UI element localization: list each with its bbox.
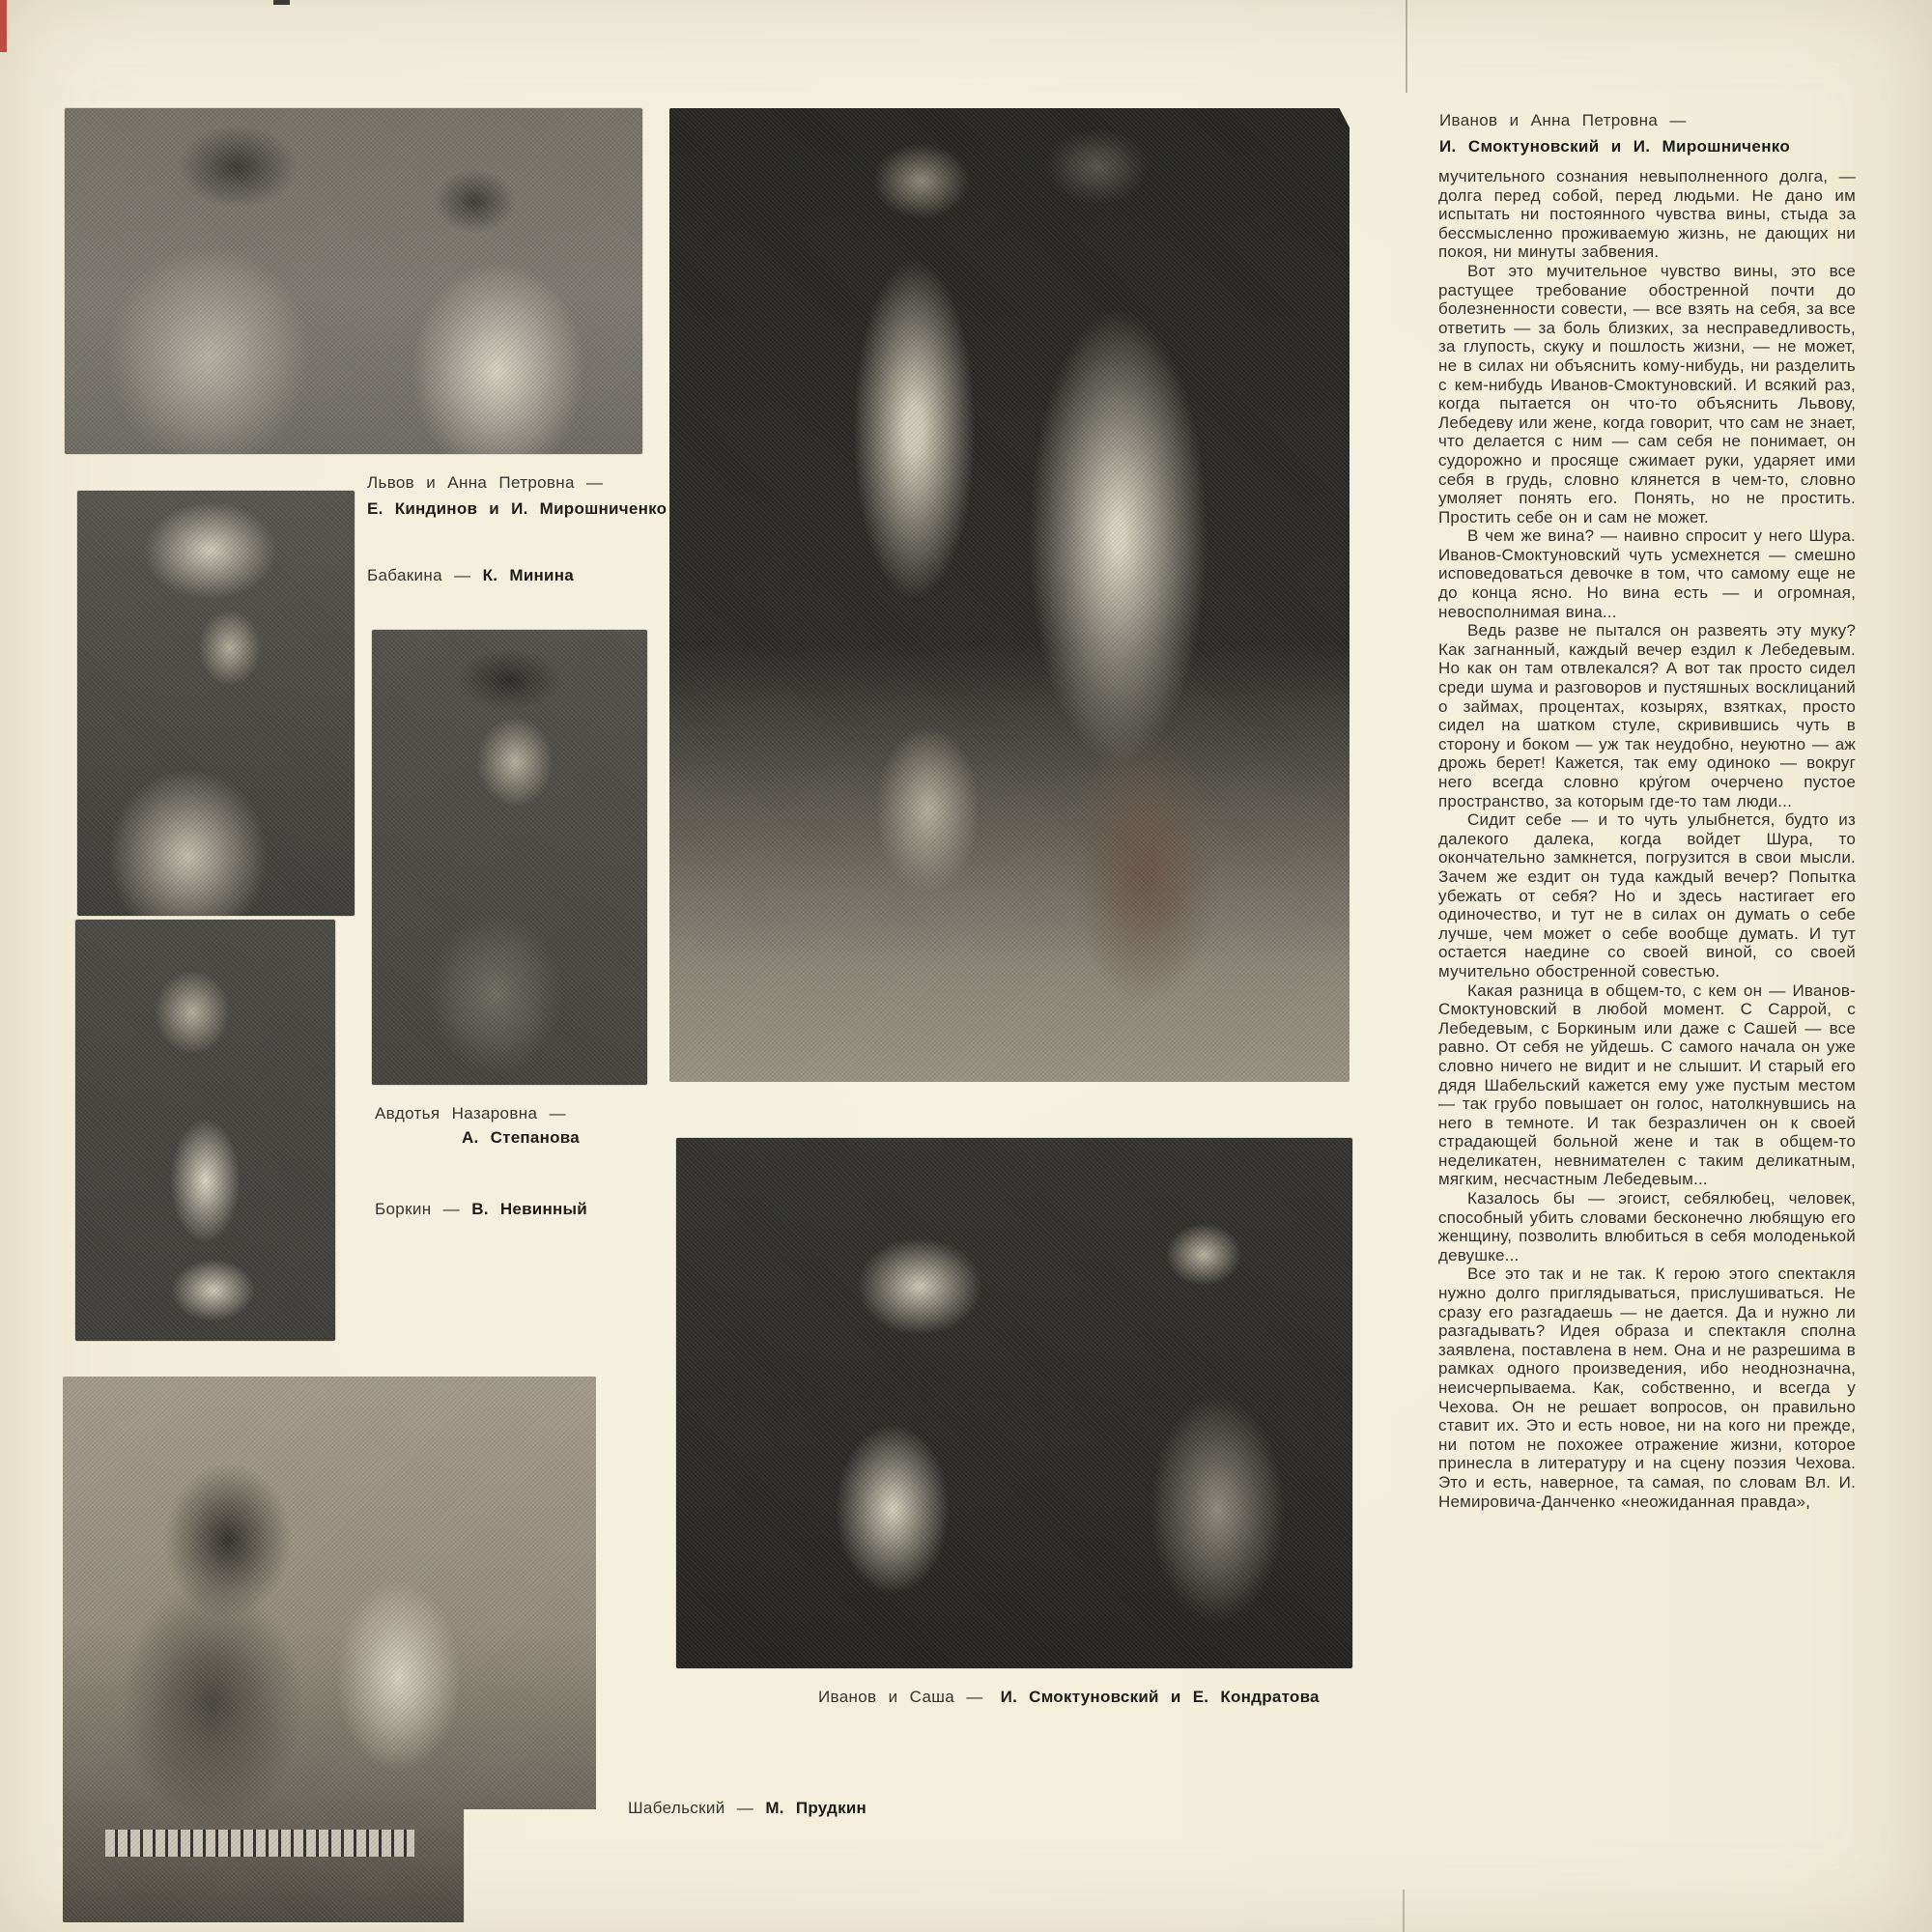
article-paragraph: Какая разница в общем-то, с кем он — Иванов-Смоктуновский в любой момент. С Саррой, с Лебедевым, с Боркиным или даже с Сашей — все равно. От себя не уйдешь. С самого начала он уже словно ничего не видит и не слышит. И старый его дядя Шабельский кажется ему уже пустым местом — так грубо повышает он голос, натолкнувшись на него в темноте. И так безразличен он к своей страдающей больной жене и так в общем-то неделикатен, невнимателен с таким деликатным, мягким, несчастным Лебедевым... [1438, 980, 1856, 1189]
photo-ivanov-and-sasha [676, 1138, 1352, 1668]
caption-role: Боркин — [375, 1200, 460, 1218]
caption-avdotya [375, 1101, 580, 1150]
caption-actors: И. Смоктуновский и И. Мирошниченко [1439, 137, 1791, 156]
caption-roles: Иванов и Саша — [818, 1688, 983, 1706]
photo-ivanov-and-anna-petrovna-with-cello [669, 108, 1350, 1082]
scan-red-mark [0, 0, 7, 52]
caption-role: Бабакина — [367, 566, 471, 584]
caption-babakina [367, 562, 574, 588]
caption-actors: Е. Киндинов и И. Мирошниченко [367, 499, 668, 518]
article-paragraph: мучительного сознания невыполненного долга, — долга перед собой, перед людьми. Не дано им испытать ни постоянного чувства вины, стыда за бессмысленно проживаемую жизнь, не дающих ни покоя, ни минуты забвения. [1438, 167, 1856, 262]
article-paragraph: Казалось бы — эгоист, себялюбец, человек, способный убить словами бесконечно любящую его женщину, позволить влюбиться в себя молоденькой девушке... [1438, 1189, 1856, 1264]
caption-ivanov-sasha [818, 1684, 1320, 1710]
caption-actors: И. Смоктуновский и Е. Кондратова [1000, 1688, 1320, 1706]
caption-lvov-anna [367, 469, 667, 522]
article-paragraph: Ведь разве не пытался он развеять эту муку? Как загнанный, каждый вечер ездил к Лебедевым. Но как он там отвлекался? А вот так просто сидел среди шума и разговоров и пустяшных восклицаний о займах, процентах, козырях, взятках, просто сидел на шатком стуле, скривившись чуть в сторону и боком — уж так неудобно, неуютно — аж дрожь берет! Кажется, так ему одиноко — вокруг него всегда словно кру́гом очерчено пустое пространство, за которым где-то там люди... [1438, 621, 1856, 810]
photo-lvov-and-anna-petrovna [65, 108, 642, 454]
photo-babakina [77, 491, 355, 916]
caption-actor: В. Невинный [471, 1200, 588, 1218]
caption-ivanov-anna-petrovna [1439, 107, 1857, 159]
page-crease-bottom [1403, 1889, 1405, 1932]
photo-avdotya-nazarovna [372, 630, 647, 1085]
caption-shabelsky [628, 1795, 867, 1821]
caption-actor: М. Прудкин [765, 1799, 867, 1817]
page-crease-top [1406, 0, 1407, 93]
piano-keys-detail [105, 1830, 414, 1857]
article-text-column [1438, 167, 1856, 1511]
caption-role: Шабельский — [628, 1799, 754, 1817]
photo-borkin [75, 920, 335, 1341]
caption-role: Авдотья Назаровна — [375, 1104, 566, 1122]
caption-roles: Львов и Анна Петровна — [367, 473, 604, 492]
caption-actor: К. Минина [482, 566, 574, 584]
article-paragraph: Сидит себе — и то чуть улыбнется, будто из далекого далека, когда войдет Шура, то окончательно замкнется, погрузится в свои мысли. Зачем же ездит он туда каждый вечер? Попытка убежать от себя? Но и здесь настигает его одиночество, и тут не в силах он думать о себе лучше, чем может о себе вообще думать. И тут остается наедине со своей виной, со своей мучительно обостренной совестью. [1438, 810, 1856, 980]
caption-roles: Иванов и Анна Петровна — [1439, 111, 1687, 129]
article-paragraph: Все это так и не так. К герою этого спектакля нужно долго приглядываться, прислушиваться. Не сразу его разгадаешь — не дается. Да и нужно ли разгадывать? Идея образа и спектакля сполна заявлена, поставлена в нем. Она и не разрешима в рамках одного произведения, ибо неоднозначна, неисчерпываема. Как, собственно, и всегда у Чехова. Он не решает вопросов, он правильно ставит их. Это и есть новое, ни на кого ни прежде, ни потом не похожее отражение жизни, которое принесла в литературу и на сцену поэзия Чехова. Это и есть, наверное, та самая, по словам Вл. И. Немировича-Данченко «неожиданная правда», [1438, 1264, 1856, 1511]
photo-shabelsky-at-piano [63, 1377, 596, 1922]
caption-actor: А. Степанова [461, 1128, 580, 1147]
caption-borkin [375, 1196, 587, 1222]
article-paragraph: В чем же вина? — наивно спросит у него Шура. Иванов-Смоктуновский чуть усмехнется — смешно исповедоваться девочке в том, что самому еще не до конца ясно. Но вина есть — и огромная, невосполнимая вина... [1438, 526, 1856, 621]
scan-registration-dash [273, 0, 290, 5]
article-paragraph: Вот это мучительное чувство вины, это все растущее требование обостренной почти до болезненности совести, — все взять на себя, за все ответить — за боль близких, за несправедливость, за глупость, скуку и пошлость жизни, — не может, не в силах ни объяснить кому-нибудь, ни разделить с кем-нибудь Иванов-Смоктуновский. И всякий раз, когда пытается он что-то объяснить Львову, Лебедеву или жене, когда говорит, что сам не знает, что делается с ним — сам себя не понимает, он судорожно и просяще сжимает руки, ударяет ими себя в грудь, словно клянется в чем-то, словно умоляет понять его. Понять, но не простить. Простить себе он и сам не может. [1438, 261, 1856, 526]
